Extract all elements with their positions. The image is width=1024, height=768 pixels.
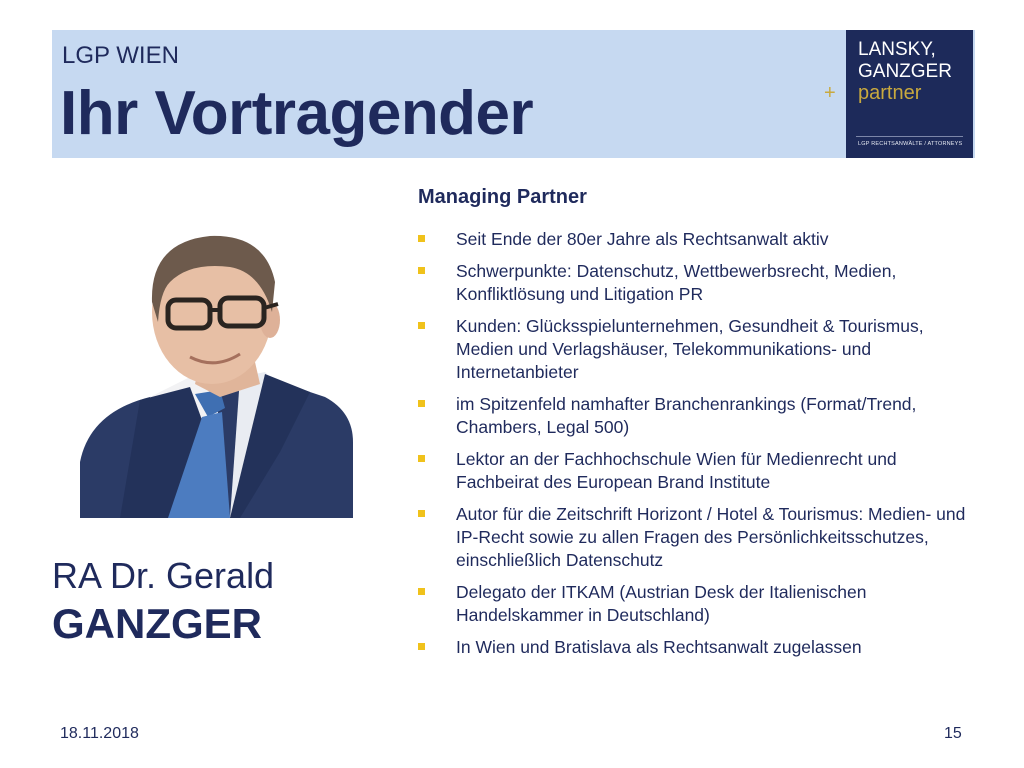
bullet-text: In Wien und Bratislava als Rechtsanwalt zugelassen <box>456 637 862 657</box>
logo-divider <box>856 136 963 137</box>
bullet-square-icon <box>418 455 425 462</box>
bullet-item <box>418 315 978 384</box>
person-first-name: RA Dr. Gerald <box>52 555 275 596</box>
bullet-text: Kunden: Glücksspielunternehmen, Gesundheit & Tourismus, Medien und Verlagshäuser, Telekommunikations- und Internetanbieter <box>456 316 924 382</box>
bullet-text: Schwerpunkte: Datenschutz, Wettbewerbsrecht, Medien, Konfliktlösung und Litigation PR <box>456 261 897 304</box>
bullet-square-icon <box>418 322 425 329</box>
bullet-item <box>418 260 978 306</box>
bullet-item <box>418 636 978 659</box>
bullet-square-icon <box>418 400 425 407</box>
bullet-text: Seit Ende der 80er Jahre als Rechtsanwalt aktiv <box>456 229 829 249</box>
firm-logo <box>846 30 973 158</box>
bullet-square-icon <box>418 235 425 242</box>
bullet-item <box>418 393 978 439</box>
logo-text-ganzger: GANZGER <box>858 61 952 82</box>
bullet-text: Delegato der ITKAM (Austrian Desk der Italienischen Handelskammer in Deutschland) <box>456 582 867 625</box>
bullet-item <box>418 503 978 572</box>
bullet-square-icon <box>418 643 425 650</box>
page-number: 15 <box>944 725 962 742</box>
bullet-item <box>418 448 978 494</box>
bullet-square-icon <box>418 510 425 517</box>
bullet-text: im Spitzenfeld namhafter Branchenrankings (Format/Trend, Chambers, Legal 500) <box>456 394 917 437</box>
bullet-item <box>418 581 978 627</box>
person-last-name: GANZGER <box>52 600 262 647</box>
portrait-photo <box>80 212 353 518</box>
bullet-item <box>418 228 978 251</box>
logo-plus-mark: + <box>824 82 836 104</box>
logo-footer-text: LGP RECHTSANWÄLTE / ATTORNEYS <box>858 141 963 147</box>
person-role: Managing Partner <box>418 186 587 208</box>
bullet-list <box>418 228 978 668</box>
footer-date: 18.11.2018 <box>60 725 139 742</box>
page-title: Ihr Vortragender <box>60 79 534 148</box>
portrait-illustration <box>80 212 353 518</box>
bullet-text: Lektor an der Fachhochschule Wien für Medienrecht und Fachbeirat des European Brand Institute <box>456 449 897 492</box>
bullet-text: Autor für die Zeitschrift Horizont / Hotel & Tourismus: Medien- und IP-Recht sowie zu allen Fragen des Persönlichkeitsschutzes, einschließlich Datenschutz <box>456 504 966 570</box>
logo-text-partner: partner <box>858 82 922 104</box>
bullet-square-icon <box>418 588 425 595</box>
bullet-square-icon <box>418 267 425 274</box>
header-subtitle: LGP WIEN <box>62 42 179 69</box>
logo-text-lansky: LANSKY, <box>858 39 936 60</box>
